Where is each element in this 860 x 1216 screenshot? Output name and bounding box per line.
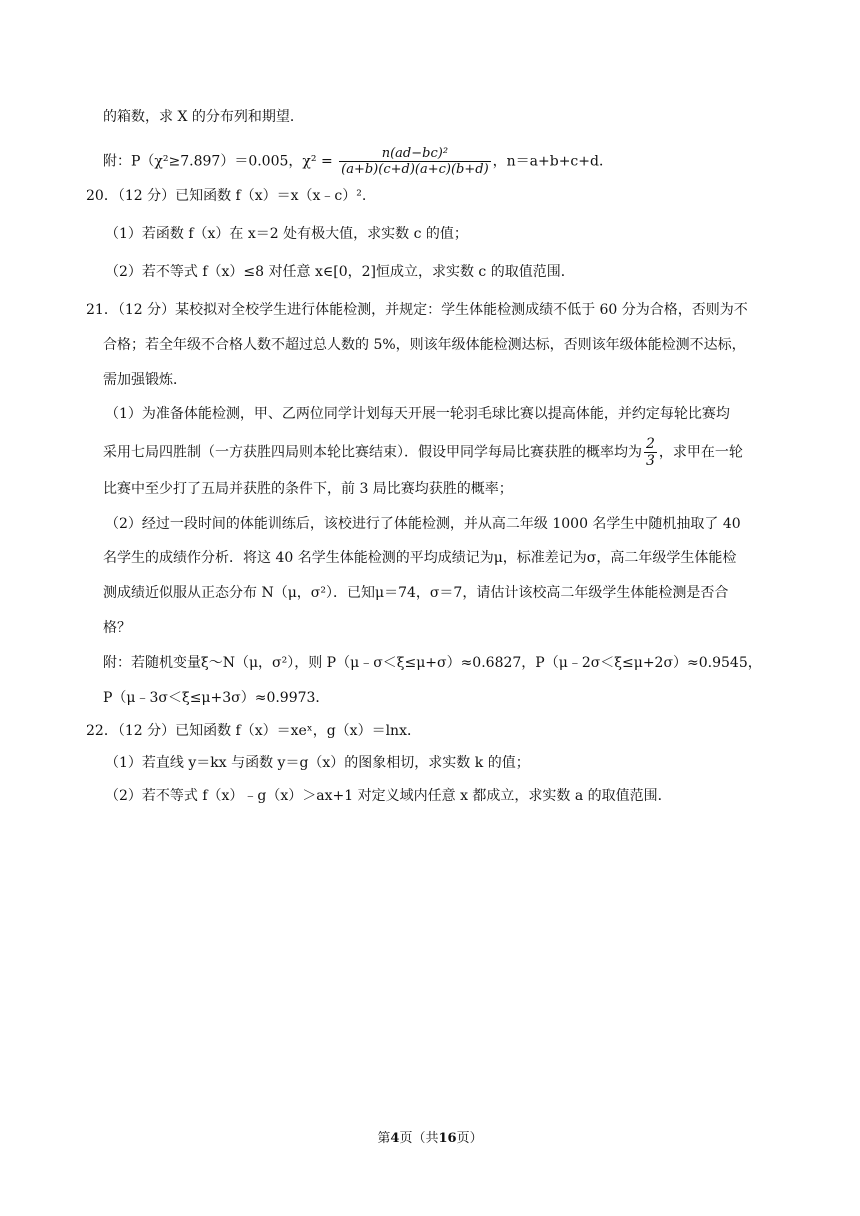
q21-part1-text-end: ，求甲在一轮 bbox=[658, 444, 743, 461]
footer-page-number: 4 bbox=[390, 1131, 400, 1146]
appendix-label: 附： bbox=[103, 153, 131, 170]
q20-part1: （1）若函数 f（x）在 x＝2 处有极大值，求实数 c 的值； bbox=[105, 226, 468, 242]
footer-mid: 页（共 bbox=[399, 1131, 439, 1146]
q21-head: 21．（12 分）某校拟对全校学生进行体能检测，并规定：学生体能检测成绩不低于 60 分为合格，否则为不 bbox=[86, 302, 748, 318]
chi-square-formula bbox=[339, 146, 491, 177]
q21-part2-line3: 测成绩近似服从正态分布 N（μ，σ²）．已知μ＝74，σ＝7，请估计该校高二年级学生体能检测是否合 bbox=[103, 585, 729, 601]
q21-part2-line2: 名学生的成绩作分析．将这 40 名学生体能检测的平均成绩记为μ，标准差记为σ，高二年级学生体能检 bbox=[103, 550, 737, 566]
probability-fraction bbox=[644, 436, 657, 469]
q19-tail-line: 的箱数，求 X 的分布列和期望． bbox=[103, 109, 304, 125]
q21-part1-line1: （1）为准备体能检测，甲、乙两位同学计划每天开展一轮羽毛球比赛以提高体能，并约定每轮比赛均 bbox=[105, 406, 730, 422]
q21-part1-text: 采用七局四胜制（一方获胜四局则本轮比赛结束）．假设甲同学每局比赛获胜的概率均为 bbox=[103, 444, 642, 461]
footer-pre: 第 bbox=[377, 1131, 391, 1146]
chi-square-denominator: (a+b)(c+d)(a+c)(b+d) bbox=[341, 162, 489, 177]
q21-part1-line3: 比赛中至少打了五局并获胜的条件下，前 3 局比赛均获胜的概率； bbox=[103, 481, 513, 497]
q20-head: 20．（12 分）已知函数 f（x）＝x（x﹣c）². bbox=[86, 188, 367, 204]
q21-part2-line4: 格？ bbox=[103, 620, 131, 636]
fraction-denominator: 3 bbox=[646, 453, 655, 469]
q19-appendix bbox=[103, 146, 613, 177]
q21-part1-line2 bbox=[103, 436, 743, 469]
q21-part2-line1: （2）经过一段时间的体能训练后，该校进行了体能检测，并从高二年级 1000 名学生中随机抽取了 40 bbox=[105, 516, 741, 532]
q22-part2: （2）若不等式 f（x）﹣g（x）＞ax+1 对定义域内任意 x 都成立，求实数 a 的取值范围． bbox=[105, 788, 672, 804]
q22-part1: （1）若直线 y＝kx 与函数 y＝g（x）的图象相切，求实数 k 的值； bbox=[105, 755, 530, 771]
q20-part2: （2）若不等式 f（x）≤8 对任意 x∈[0，2]恒成立，求实数 c 的取值范围． bbox=[105, 264, 575, 280]
fraction-numerator: 2 bbox=[646, 436, 655, 452]
appendix-p-value: P（χ²≥7.897）＝0.005，χ² = bbox=[131, 153, 333, 170]
q21-head-line2: 合格；若全年级不合格人数不超过总人数的 5%，则该年级体能检测达标，否则该年级体能检测不达标， bbox=[103, 337, 746, 353]
page-footer bbox=[0, 1127, 860, 1146]
appendix-n-def: ，n＝a+b+c+d． bbox=[492, 153, 613, 170]
q21-appendix-line1: 附：若随机变量ξ～N（μ，σ²），则 P（μ﹣σ＜ξ≤μ+σ）≈0.6827，P（μ﹣2σ＜ξ≤μ+2σ）≈0.9545， bbox=[103, 655, 762, 671]
footer-post: 页） bbox=[456, 1131, 483, 1146]
q21-appendix-line2: P（μ﹣3σ＜ξ≤μ+3σ）≈0.9973． bbox=[103, 690, 330, 706]
q21-head-line3: 需加强锻炼． bbox=[103, 372, 187, 388]
footer-total-pages: 16 bbox=[438, 1131, 457, 1146]
q22-head: 22．（12 分）已知函数 f（x）＝xeˣ，g（x）＝lnx． bbox=[86, 723, 421, 739]
chi-square-numerator: n(ad−bc)² bbox=[381, 146, 449, 161]
